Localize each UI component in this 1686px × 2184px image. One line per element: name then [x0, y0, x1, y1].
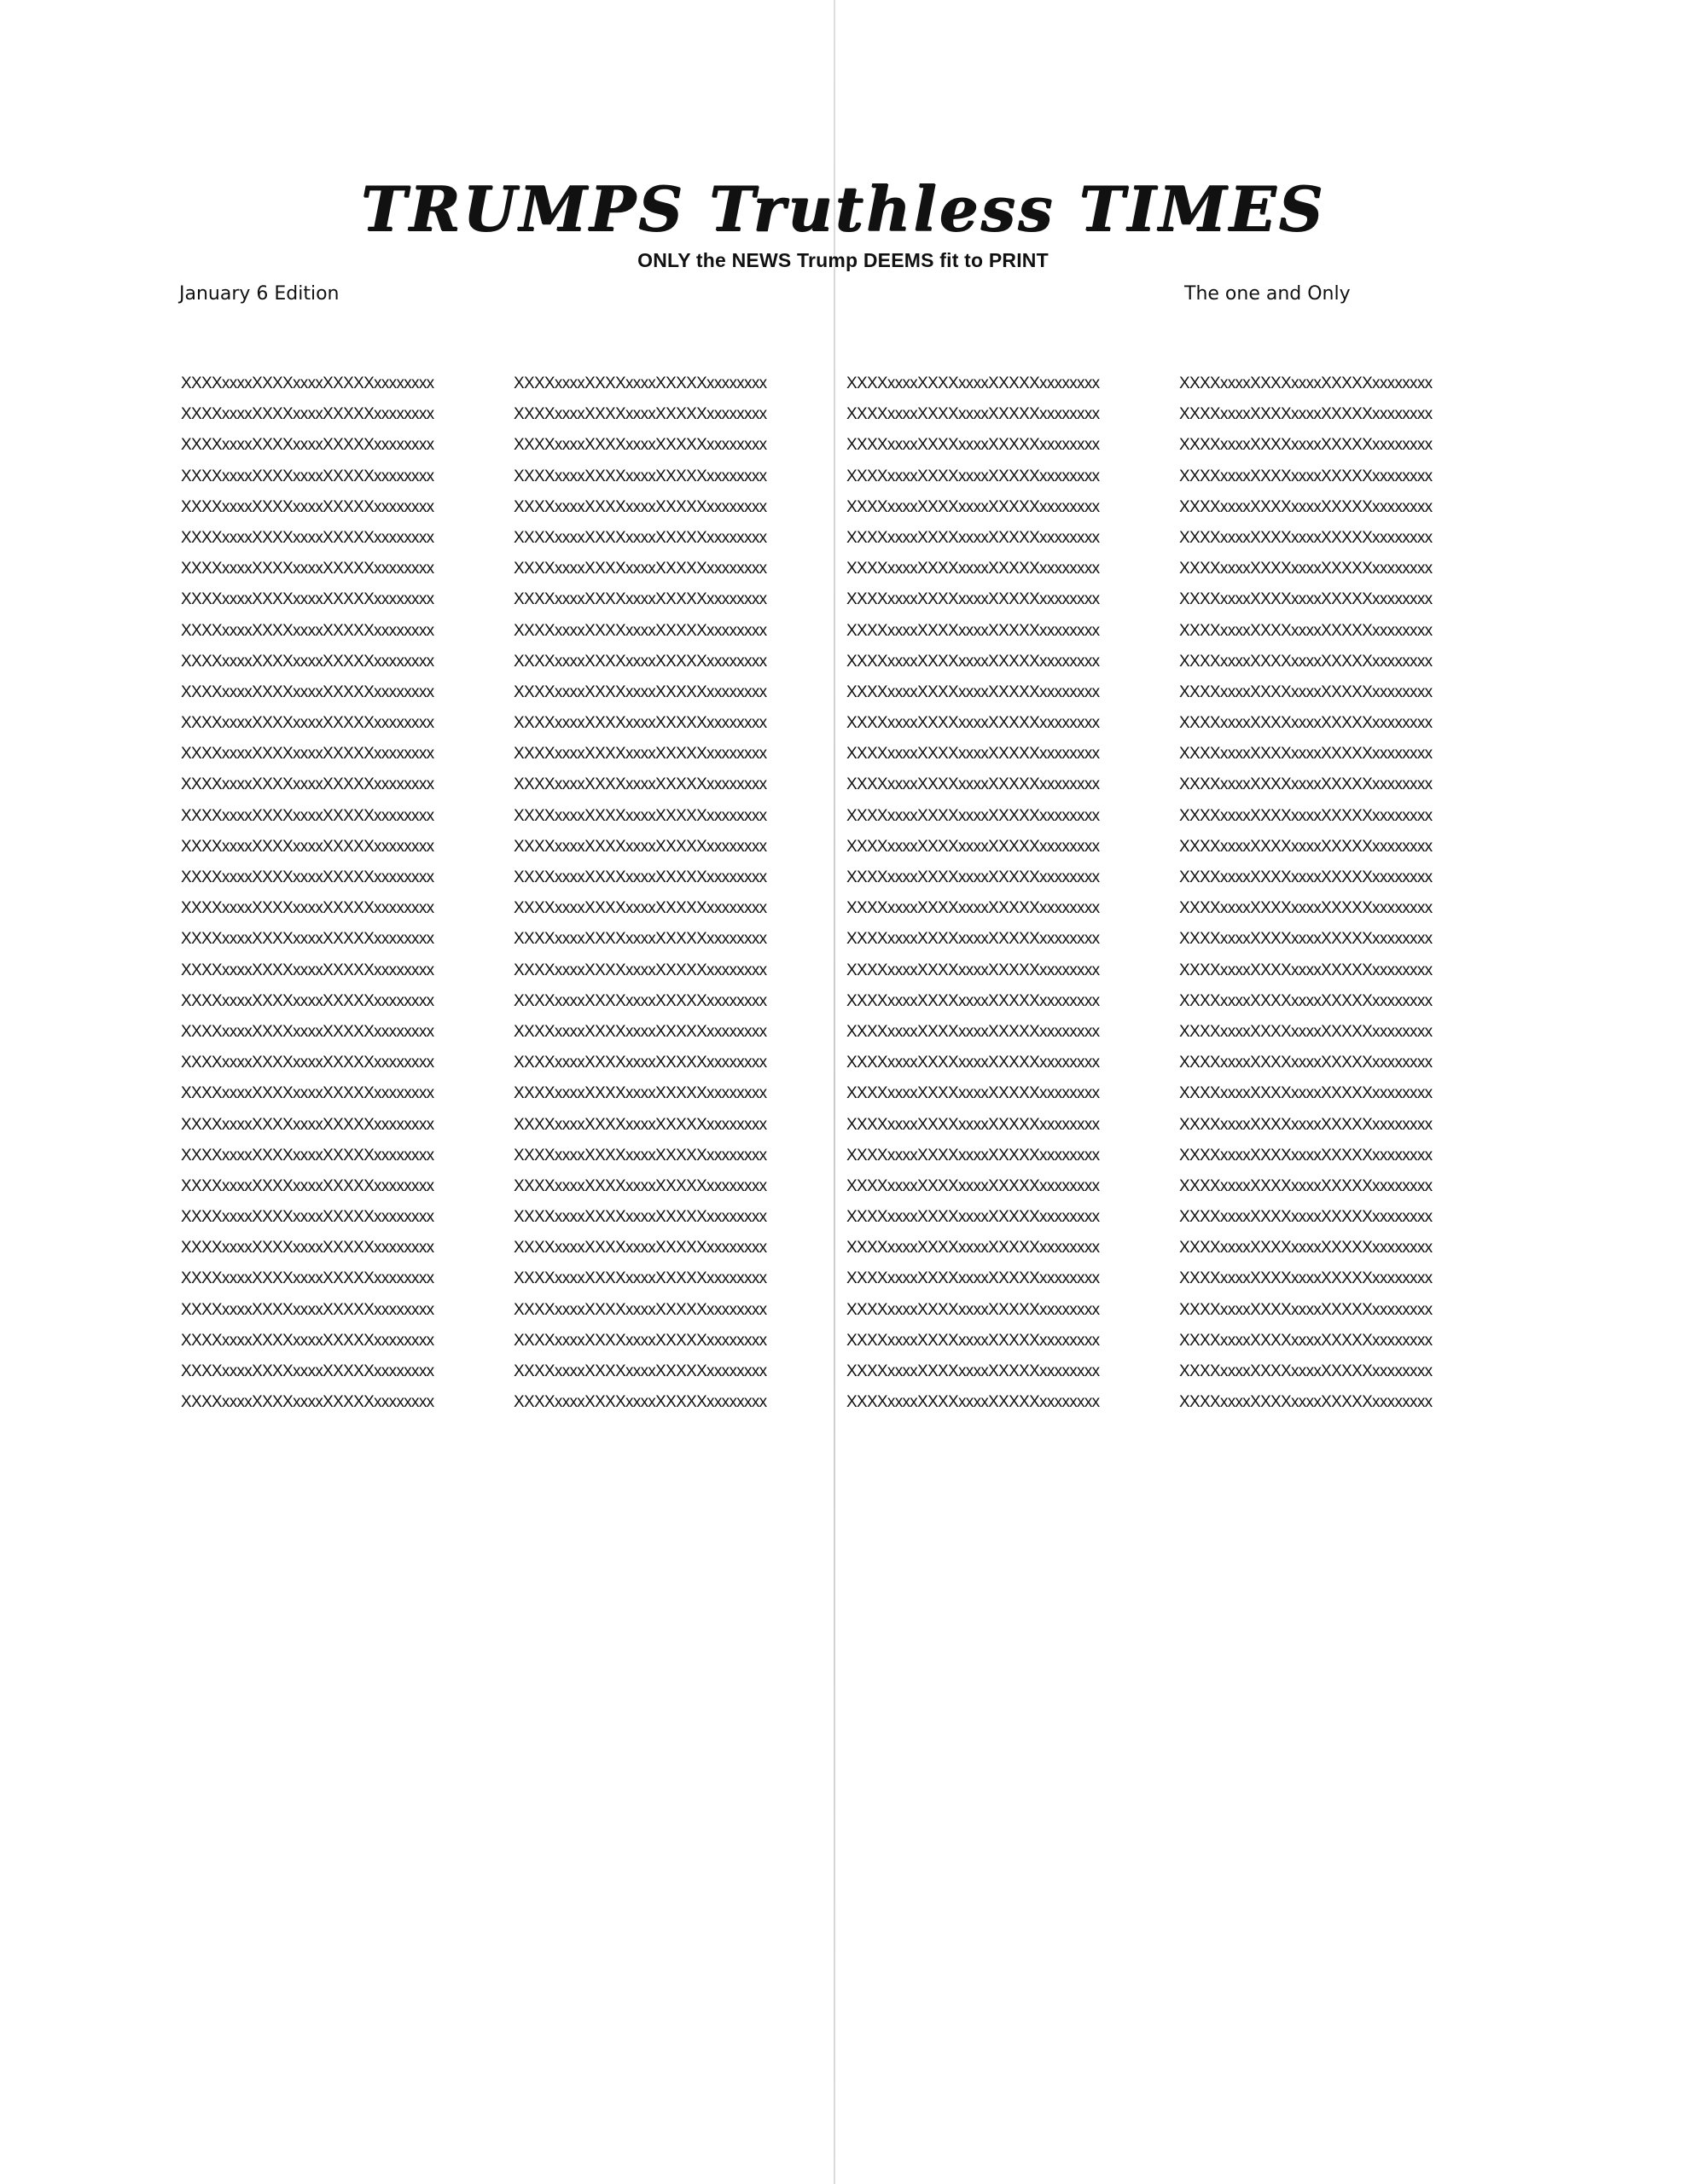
filler-text-line: XXXXxxxxXXXXxxxxXXXXXxxxxxxxx — [846, 837, 1100, 856]
filler-text-line: XXXXxxxxXXXXxxxxXXXXXxxxxxxxx — [514, 1239, 767, 1258]
filler-text-line: XXXXxxxxXXXXxxxxXXXXXxxxxxxxx — [846, 1054, 1100, 1072]
filler-text-line: XXXXxxxxXXXXxxxxXXXXXxxxxxxxx — [514, 1331, 767, 1350]
filler-text-line: XXXXxxxxXXXXxxxxXXXXXxxxxxxxx — [181, 1393, 434, 1412]
filler-text-line: XXXXxxxxXXXXxxxxXXXXXxxxxxxxx — [846, 560, 1100, 578]
filler-text-line: XXXXxxxxXXXXxxxxXXXXXxxxxxxxx — [1179, 652, 1433, 671]
text-column-1 — [181, 369, 514, 1426]
filler-text-line: XXXXxxxxXXXXxxxxXXXXXxxxxxxxx — [846, 1331, 1100, 1350]
masthead — [0, 171, 1686, 247]
filler-text-line: XXXXxxxxXXXXxxxxXXXXXxxxxxxxx — [1179, 590, 1433, 609]
filler-text-line: XXXXxxxxXXXXxxxxXXXXXxxxxxxxx — [1179, 497, 1433, 516]
filler-text-line: XXXXxxxxXXXXxxxxXXXXXxxxxxxxx — [181, 1115, 434, 1134]
edition-note: The one and Only — [1184, 283, 1351, 305]
filler-text-line: XXXXxxxxXXXXxxxxXXXXXxxxxxxxx — [181, 590, 434, 609]
filler-text-line: XXXXxxxxXXXXxxxxXXXXXxxxxxxxx — [1179, 1176, 1433, 1195]
filler-text-line: XXXXxxxxXXXXxxxxXXXXXxxxxxxxx — [1179, 1239, 1433, 1258]
filler-text-line: XXXXxxxxXXXXxxxxXXXXXxxxxxxxx — [181, 560, 434, 578]
filler-text-line: XXXXxxxxXXXXxxxxXXXXXxxxxxxxx — [1179, 1115, 1433, 1134]
filler-text-line: XXXXxxxxXXXXxxxxXXXXXxxxxxxxx — [846, 806, 1100, 825]
filler-text-line: XXXXxxxxXXXXxxxxXXXXXxxxxxxxx — [181, 745, 434, 764]
filler-text-line: XXXXxxxxXXXXxxxxXXXXXxxxxxxxx — [181, 961, 434, 979]
filler-text-line: XXXXxxxxXXXXxxxxXXXXXxxxxxxxx — [514, 682, 767, 701]
filler-text-line: XXXXxxxxXXXXxxxxXXXXXxxxxxxxx — [846, 775, 1100, 794]
filler-text-line: XXXXxxxxXXXXxxxxXXXXXxxxxxxxx — [514, 1362, 767, 1380]
filler-text-line: XXXXxxxxXXXXxxxxXXXXXxxxxxxxx — [846, 991, 1100, 1010]
filler-text-line: XXXXxxxxXXXXxxxxXXXXXxxxxxxxx — [846, 899, 1100, 918]
filler-text-line: XXXXxxxxXXXXxxxxXXXXXxxxxxxxx — [514, 837, 767, 856]
filler-text-line: XXXXxxxxXXXXxxxxXXXXXxxxxxxxx — [1179, 405, 1433, 424]
filler-text-line: XXXXxxxxXXXXxxxxXXXXXxxxxxxxx — [1179, 1300, 1433, 1319]
filler-text-line: XXXXxxxxXXXXxxxxXXXXXxxxxxxxx — [181, 806, 434, 825]
filler-text-line: XXXXxxxxXXXXxxxxXXXXXxxxxxxxx — [1179, 899, 1433, 918]
filler-text-line: XXXXxxxxXXXXxxxxXXXXXxxxxxxxx — [514, 652, 767, 671]
filler-text-line: XXXXxxxxXXXXxxxxXXXXXxxxxxxxx — [846, 528, 1100, 547]
filler-text-line: XXXXxxxxXXXXxxxxXXXXXxxxxxxxx — [846, 436, 1100, 455]
filler-text-line: XXXXxxxxXXXXxxxxXXXXXxxxxxxxx — [514, 375, 767, 392]
text-column-4 — [1179, 369, 1512, 1426]
filler-text-line: XXXXxxxxXXXXxxxxXXXXXxxxxxxxx — [514, 1084, 767, 1103]
filler-text-line: XXXXxxxxXXXXxxxxXXXXXxxxxxxxx — [1179, 745, 1433, 764]
edition-date: January 6 Edition — [179, 283, 340, 305]
filler-text-line: XXXXxxxxXXXXxxxxXXXXXxxxxxxxx — [181, 899, 434, 918]
filler-text-line: XXXXxxxxXXXXxxxxXXXXXxxxxxxxx — [1179, 1084, 1433, 1103]
filler-text-line: XXXXxxxxXXXXxxxxXXXXXxxxxxxxx — [1179, 682, 1433, 701]
filler-text-line: XXXXxxxxXXXXxxxxXXXXXxxxxxxxx — [846, 375, 1100, 392]
filler-text-line: XXXXxxxxXXXXxxxxXXXXXxxxxxxxx — [514, 930, 767, 949]
filler-text-line: XXXXxxxxXXXXxxxxXXXXXxxxxxxxx — [181, 1239, 434, 1258]
filler-text-line: XXXXxxxxXXXXxxxxXXXXXxxxxxxxx — [1179, 775, 1433, 794]
filler-text-line: XXXXxxxxXXXXxxxxXXXXXxxxxxxxx — [846, 714, 1100, 733]
newspaper-title: TRUMPS Truthless TIMES — [360, 172, 1326, 245]
filler-text-line: XXXXxxxxXXXXxxxxXXXXXxxxxxxxx — [181, 1176, 434, 1195]
filler-text-line: XXXXxxxxXXXXxxxxXXXXXxxxxxxxx — [846, 590, 1100, 609]
filler-text-line: XXXXxxxxXXXXxxxxXXXXXxxxxxxxx — [846, 1362, 1100, 1380]
filler-text-line: XXXXxxxxXXXXxxxxXXXXXxxxxxxxx — [1179, 806, 1433, 825]
filler-text-line: XXXXxxxxXXXXxxxxXXXXXxxxxxxxx — [514, 868, 767, 886]
filler-text-line: XXXXxxxxXXXXxxxxXXXXXxxxxxxxx — [181, 1084, 434, 1103]
filler-text-line: XXXXxxxxXXXXxxxxXXXXXxxxxxxxx — [846, 1022, 1100, 1041]
filler-text-line: XXXXxxxxXXXXxxxxXXXXXxxxxxxxx — [846, 1115, 1100, 1134]
filler-text-line: XXXXxxxxXXXXxxxxXXXXXxxxxxxxx — [514, 806, 767, 825]
filler-text-line: XXXXxxxxXXXXxxxxXXXXXxxxxxxxx — [514, 560, 767, 578]
filler-text-line: XXXXxxxxXXXXxxxxXXXXXxxxxxxxx — [181, 682, 434, 701]
filler-text-line: XXXXxxxxXXXXxxxxXXXXXxxxxxxxx — [514, 1022, 767, 1041]
filler-text-line: XXXXxxxxXXXXxxxxXXXXXxxxxxxxx — [181, 621, 434, 640]
filler-text-line: XXXXxxxxXXXXxxxxXXXXXxxxxxxxx — [181, 714, 434, 733]
filler-text-line: XXXXxxxxXXXXxxxxXXXXXxxxxxxxx — [846, 1146, 1100, 1165]
filler-text-line: XXXXxxxxXXXXxxxxXXXXXxxxxxxxx — [514, 1269, 767, 1288]
filler-text-line: XXXXxxxxXXXXxxxxXXXXXxxxxxxxx — [181, 375, 434, 392]
filler-text-line: XXXXxxxxXXXXxxxxXXXXXxxxxxxxx — [181, 868, 434, 886]
text-column-3 — [846, 369, 1179, 1426]
filler-text-line: XXXXxxxxXXXXxxxxXXXXXxxxxxxxx — [846, 497, 1100, 516]
filler-text-line: XXXXxxxxXXXXxxxxXXXXXxxxxxxxx — [514, 405, 767, 424]
filler-text-line: XXXXxxxxXXXXxxxxXXXXXxxxxxxxx — [1179, 467, 1433, 485]
filler-text-line: XXXXxxxxXXXXxxxxXXXXXxxxxxxxx — [1179, 714, 1433, 733]
filler-text-line: XXXXxxxxXXXXxxxxXXXXXxxxxxxxx — [181, 1362, 434, 1380]
filler-text-line: XXXXxxxxXXXXxxxxXXXXXxxxxxxxx — [514, 1054, 767, 1072]
filler-text-line: XXXXxxxxXXXXxxxxXXXXXxxxxxxxx — [514, 1115, 767, 1134]
filler-text-line: XXXXxxxxXXXXxxxxXXXXXxxxxxxxx — [181, 1269, 434, 1288]
filler-text-line: XXXXxxxxXXXXxxxxXXXXXxxxxxxxx — [514, 528, 767, 547]
filler-text-line: XXXXxxxxXXXXxxxxXXXXXxxxxxxxx — [514, 714, 767, 733]
filler-text-line: XXXXxxxxXXXXxxxxXXXXXxxxxxxxx — [181, 1146, 434, 1165]
filler-text-line: XXXXxxxxXXXXxxxxXXXXXxxxxxxxx — [181, 497, 434, 516]
filler-text-line: XXXXxxxxXXXXxxxxXXXXXxxxxxxxx — [1179, 1022, 1433, 1041]
filler-text-line: XXXXxxxxXXXXxxxxXXXXXxxxxxxxx — [514, 621, 767, 640]
filler-text-line: XXXXxxxxXXXXxxxxXXXXXxxxxxxxx — [1179, 1054, 1433, 1072]
filler-text-line: XXXXxxxxXXXXxxxxXXXXXxxxxxxxx — [514, 590, 767, 609]
filler-text-line: XXXXxxxxXXXXxxxxXXXXXxxxxxxxx — [1179, 621, 1433, 640]
filler-text-line: XXXXxxxxXXXXxxxxXXXXXxxxxxxxx — [1179, 1331, 1433, 1350]
filler-text-line: XXXXxxxxXXXXxxxxXXXXXxxxxxxxx — [1179, 991, 1433, 1010]
filler-text-line: XXXXxxxxXXXXxxxxXXXXXxxxxxxxx — [1179, 1146, 1433, 1165]
filler-text-line: XXXXxxxxXXXXxxxxXXXXXxxxxxxxx — [514, 467, 767, 485]
filler-text-line: XXXXxxxxXXXXxxxxXXXXXxxxxxxxx — [514, 436, 767, 455]
filler-text-line: XXXXxxxxXXXXxxxxXXXXXxxxxxxxx — [181, 1054, 434, 1072]
filler-text-line: XXXXxxxxXXXXxxxxXXXXXxxxxxxxx — [181, 405, 434, 424]
filler-text-line: XXXXxxxxXXXXxxxxXXXXXxxxxxxxx — [181, 1208, 434, 1227]
filler-text-line: XXXXxxxxXXXXxxxxXXXXXxxxxxxxx — [181, 652, 434, 671]
filler-text-line: XXXXxxxxXXXXxxxxXXXXXxxxxxxxx — [846, 467, 1100, 485]
filler-text-line: XXXXxxxxXXXXxxxxXXXXXxxxxxxxx — [846, 1208, 1100, 1227]
filler-text-line: XXXXxxxxXXXXxxxxXXXXXxxxxxxxx — [1179, 1208, 1433, 1227]
filler-text-line: XXXXxxxxXXXXxxxxXXXXXxxxxxxxx — [1179, 837, 1433, 856]
filler-text-line: XXXXxxxxXXXXxxxxXXXXXxxxxxxxx — [1179, 1362, 1433, 1380]
filler-text-line: XXXXxxxxXXXXxxxxXXXXXxxxxxxxx — [1179, 560, 1433, 578]
filler-text-line: XXXXxxxxXXXXxxxxXXXXXxxxxxxxx — [1179, 961, 1433, 979]
filler-text-line: XXXXxxxxXXXXxxxxXXXXXxxxxxxxx — [181, 837, 434, 856]
filler-text-line: XXXXxxxxXXXXxxxxXXXXXxxxxxxxx — [514, 1208, 767, 1227]
tagline: ONLY the NEWS Trump DEEMS fit to PRINT — [637, 249, 1049, 271]
filler-text-line: XXXXxxxxXXXXxxxxXXXXXxxxxxxxx — [1179, 868, 1433, 886]
filler-text-line: XXXXxxxxXXXXxxxxXXXXXxxxxxxxx — [514, 961, 767, 979]
filler-text-line: XXXXxxxxXXXXxxxxXXXXXxxxxxxxx — [514, 991, 767, 1010]
filler-text-line: XXXXxxxxXXXXxxxxXXXXXxxxxxxxx — [1179, 930, 1433, 949]
filler-text-line: XXXXxxxxXXXXxxxxXXXXXxxxxxxxx — [846, 621, 1100, 640]
filler-text-line: XXXXxxxxXXXXxxxxXXXXXxxxxxxxx — [181, 775, 434, 794]
filler-text-line: XXXXxxxxXXXXxxxxXXXXXxxxxxxxx — [846, 961, 1100, 979]
filler-text-line: XXXXxxxxXXXXxxxxXXXXXxxxxxxxx — [1179, 1393, 1433, 1412]
text-column-2 — [514, 369, 846, 1426]
filler-text-line: XXXXxxxxXXXXxxxxXXXXXxxxxxxxx — [846, 745, 1100, 764]
filler-text-line: XXXXxxxxXXXXxxxxXXXXXxxxxxxxx — [846, 1393, 1100, 1412]
filler-text-line: XXXXxxxxXXXXxxxxXXXXXxxxxxxxx — [846, 1269, 1100, 1288]
filler-text-line: XXXXxxxxXXXXxxxxXXXXXxxxxxxxx — [181, 930, 434, 949]
filler-text-line: XXXXxxxxXXXXxxxxXXXXXxxxxxxxx — [181, 467, 434, 485]
filler-text-line: XXXXxxxxXXXXxxxxXXXXXxxxxxxxx — [1179, 436, 1433, 455]
filler-text-line: XXXXxxxxXXXXxxxxXXXXXxxxxxxxx — [181, 436, 434, 455]
filler-text-line: XXXXxxxxXXXXxxxxXXXXXxxxxxxxx — [181, 991, 434, 1010]
filler-text-line: XXXXxxxxXXXXxxxxXXXXXxxxxxxxx — [1179, 528, 1433, 547]
filler-text-line: XXXXxxxxXXXXxxxxXXXXXxxxxxxxx — [846, 682, 1100, 701]
filler-text-line: XXXXxxxxXXXXxxxxXXXXXxxxxxxxx — [514, 775, 767, 794]
filler-text-line: XXXXxxxxXXXXxxxxXXXXXxxxxxxxx — [514, 745, 767, 764]
filler-text-line: XXXXxxxxXXXXxxxxXXXXXxxxxxxxx — [181, 1331, 434, 1350]
filler-text-line: XXXXxxxxXXXXxxxxXXXXXxxxxxxxx — [1179, 1269, 1433, 1288]
filler-text-line: XXXXxxxxXXXXxxxxXXXXXxxxxxxxx — [514, 497, 767, 516]
filler-text-line: XXXXxxxxXXXXxxxxXXXXXxxxxxxxx — [514, 1146, 767, 1165]
filler-text-line: XXXXxxxxXXXXxxxxXXXXXxxxxxxxx — [181, 1022, 434, 1041]
filler-text-line: XXXXxxxxXXXXxxxxXXXXXxxxxxxxx — [846, 405, 1100, 424]
filler-text-line: XXXXxxxxXXXXxxxxXXXXXxxxxxxxx — [846, 930, 1100, 949]
filler-text-line: XXXXxxxxXXXXxxxxXXXXXxxxxxxxx — [846, 652, 1100, 671]
filler-text-line: XXXXxxxxXXXXxxxxXXXXXxxxxxxxx — [181, 528, 434, 547]
filler-text-line: XXXXxxxxXXXXxxxxXXXXXxxxxxxxx — [1179, 375, 1433, 392]
filler-text-line: XXXXxxxxXXXXxxxxXXXXXxxxxxxxx — [846, 1300, 1100, 1319]
filler-text-line: XXXXxxxxXXXXxxxxXXXXXxxxxxxxx — [181, 1300, 434, 1319]
filler-text-line: XXXXxxxxXXXXxxxxXXXXXxxxxxxxx — [846, 1084, 1100, 1103]
filler-text-line: XXXXxxxxXXXXxxxxXXXXXxxxxxxxx — [514, 1393, 767, 1412]
filler-text-line: XXXXxxxxXXXXxxxxXXXXXxxxxxxxx — [846, 1176, 1100, 1195]
filler-text-line: XXXXxxxxXXXXxxxxXXXXXxxxxxxxx — [514, 899, 767, 918]
filler-text-line: XXXXxxxxXXXXxxxxXXXXXxxxxxxxx — [846, 868, 1100, 886]
filler-text-line: XXXXxxxxXXXXxxxxXXXXXxxxxxxxx — [514, 1176, 767, 1195]
article-columns — [181, 369, 1512, 1426]
filler-text-line: XXXXxxxxXXXXxxxxXXXXXxxxxxxxx — [514, 1300, 767, 1319]
filler-text-line: XXXXxxxxXXXXxxxxXXXXXxxxxxxxx — [846, 1239, 1100, 1258]
